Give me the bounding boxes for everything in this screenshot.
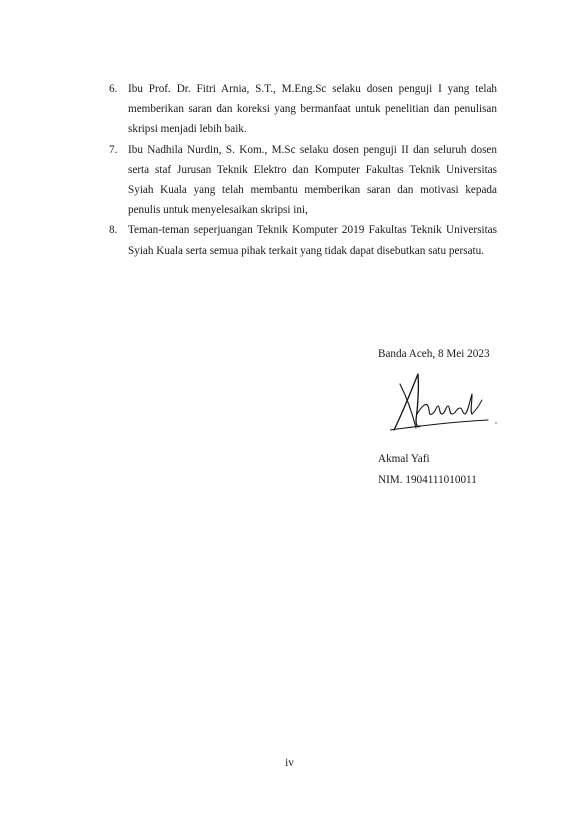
place-date: Banda Aceh, 8 Mei 2023 bbox=[378, 348, 490, 360]
handwritten-signature bbox=[390, 370, 500, 440]
list-item-text: Teman-teman seperjuangan Teknik Komputer 2019 Fakultas Teknik Universitas Syiah Kuala serta semua pihak terkait yang tidak dapat disebutkan satu persatu. bbox=[128, 224, 497, 257]
page-number: iv bbox=[285, 757, 294, 769]
list-item-number: 7. bbox=[109, 143, 118, 156]
signer-name: Akmal Yafi bbox=[378, 453, 430, 465]
list-item-text: Ibu Prof. Dr. Fitri Arnia, S.T., M.Eng.Sc selaku dosen penguji I yang telah memberikan saran dan koreksi yang bermanfaat untuk penelitian dan penulisan skripsi menjadi lebih baik. bbox=[128, 83, 497, 136]
list-item-number: 6. bbox=[109, 83, 118, 95]
list-item bbox=[109, 140, 497, 221]
list-item bbox=[109, 220, 497, 260]
list-item bbox=[109, 79, 497, 140]
list-item-text: Ibu Nadhila Nurdin, S. Kom., M.Sc selaku dosen penguji II dan seluruh dosen serta staf Jurusan Teknik Elektro dan Komputer Fakultas Teknik Universitas Syiah Kuala yang telah membantu memberikan saran dan motivasi kepada penulis untuk menyelesaikan skripsi ini, bbox=[128, 143, 497, 217]
list-item-number: 8. bbox=[109, 224, 118, 237]
signer-nim: NIM. 1904111010011 bbox=[378, 474, 477, 486]
acknowledgement-list bbox=[109, 79, 497, 261]
